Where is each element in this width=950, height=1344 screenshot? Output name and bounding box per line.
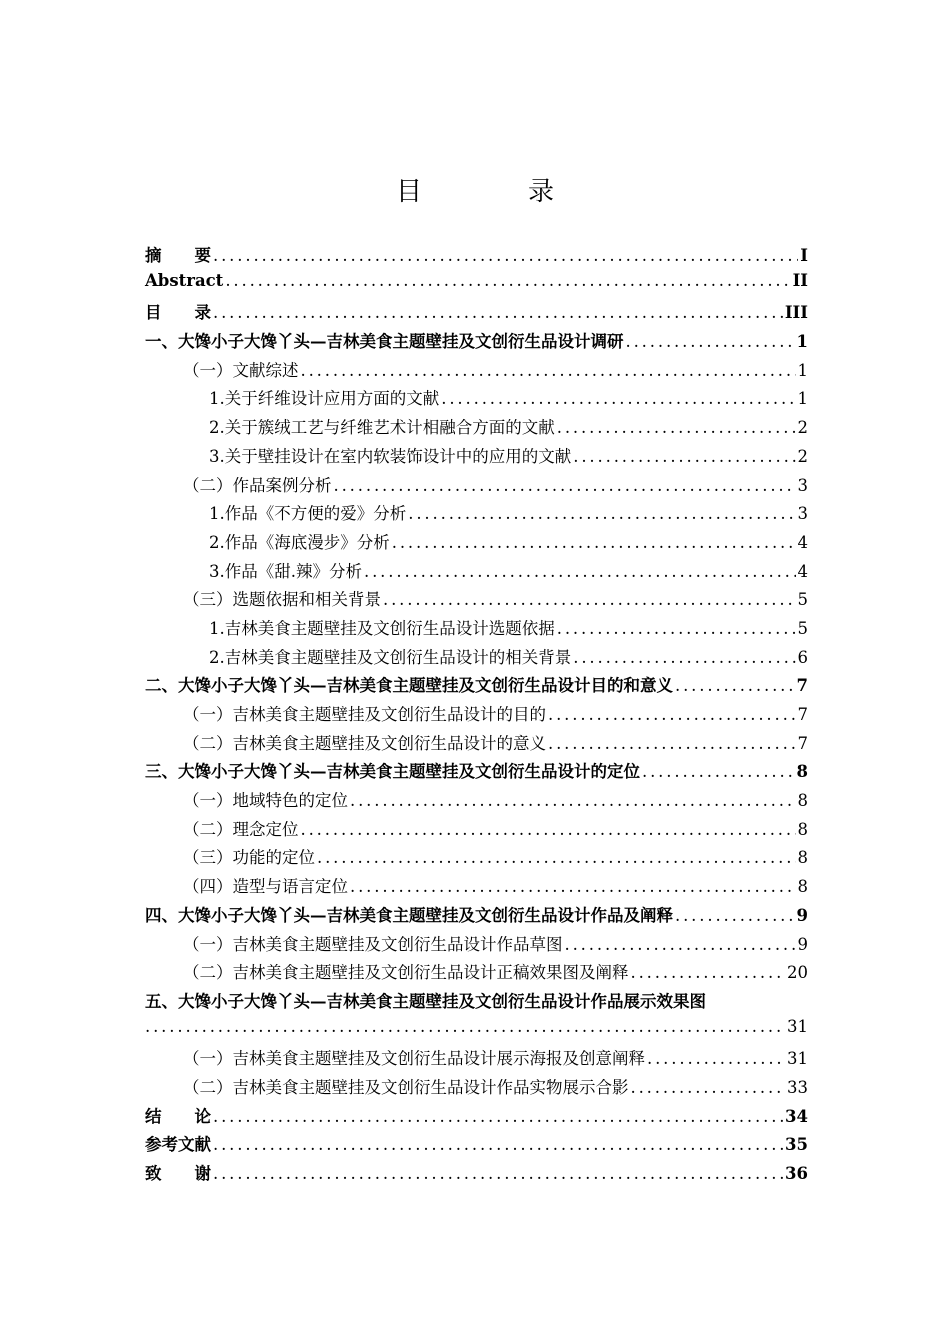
toc-entry[interactable]: [145, 586, 808, 615]
toc-entry[interactable]: [145, 242, 808, 271]
toc-entry-label: （三）选题依据和相关背景: [183, 590, 381, 610]
toc-entry-label: 四、大馋小子大馋丫头—吉林美食主题壁挂及文创衍生品设计作品及阐释: [145, 905, 673, 925]
toc-page-number: 1: [796, 332, 808, 352]
dot-leader: [145, 1017, 785, 1036]
dot-leader: [557, 418, 796, 437]
toc-entry-label: 致 谢: [145, 1164, 211, 1183]
toc-entry-label: （一）地域特色的定位: [183, 791, 348, 811]
toc-entry[interactable]: [145, 844, 808, 873]
dot-leader: [441, 389, 795, 408]
toc-entry[interactable]: [145, 672, 808, 701]
dot-leader: [334, 476, 796, 495]
toc-page-number: 8: [797, 819, 808, 839]
toc-entry-label: 结 论: [145, 1106, 211, 1126]
toc-entry-label: 1.关于纤维设计应用方面的文献: [209, 389, 440, 409]
toc-entry-label: 二、大馋小子大馋丫头—吉林美食主题壁挂及文创衍生品设计目的和意义: [145, 676, 673, 696]
dot-leader: [626, 332, 795, 351]
toc-page-number: 2: [797, 418, 808, 438]
dot-leader: [675, 906, 795, 925]
toc-page-number: 1: [797, 389, 808, 409]
toc-entry-label: （二）吉林美食主题壁挂及文创衍生品设计正稿效果图及阐释: [183, 963, 629, 983]
toc-entry-label: （一）文献综述: [183, 360, 299, 380]
toc-entry[interactable]: [145, 758, 808, 787]
toc-entry-label: （二）理念定位: [183, 819, 299, 839]
toc-page-number: 33: [787, 1077, 808, 1097]
toc-page-number: 8: [797, 848, 808, 868]
toc-entry-label: 一、大馋小子大馋丫头—吉林美食主题壁挂及文创衍生品设计调研: [145, 332, 624, 352]
dot-leader: [573, 648, 795, 667]
dot-leader: [301, 361, 796, 380]
toc-page-number: 9: [796, 905, 808, 925]
toc-page-number: 5: [797, 590, 808, 610]
toc-entry[interactable]: [145, 931, 808, 960]
toc-page-number: 7: [797, 705, 808, 724]
toc-page-number: 36: [785, 1164, 808, 1183]
toc-entry-label: 2.作品《海底漫步》分析: [209, 532, 390, 552]
dot-leader: [408, 504, 795, 523]
toc-entry[interactable]: [145, 299, 808, 328]
dot-leader: [301, 820, 796, 839]
toc-entry[interactable]: [145, 730, 808, 759]
dot-leader: [350, 791, 796, 810]
dot-leader: [647, 1049, 785, 1068]
toc-entry[interactable]: [145, 385, 808, 414]
toc-page-number: 7: [796, 676, 808, 696]
toc-entry[interactable]: [145, 414, 808, 443]
toc-page-number: 3: [797, 504, 808, 524]
toc-entry-label: 3.作品《甜.辣》分析: [209, 561, 362, 581]
toc-entry[interactable]: [145, 1160, 808, 1189]
toc-entry-label: 摘 要: [145, 246, 211, 265]
dot-leader: [383, 590, 796, 609]
toc-page-number: II: [792, 270, 808, 290]
toc-page-number: 9: [797, 934, 808, 954]
toc-page-number: 8: [796, 762, 808, 782]
dot-leader: [565, 935, 796, 954]
toc-page-number: 8: [797, 791, 808, 811]
dot-leader: [225, 271, 790, 290]
toc-entry-label: 1.作品《不方便的爱》分析: [209, 504, 407, 524]
toc-entry[interactable]: [145, 787, 808, 816]
table-of-contents: [145, 242, 808, 1189]
toc-entry-label: （一）吉林美食主题壁挂及文创衍生品设计展示海报及创意阐释: [183, 1049, 645, 1069]
toc-entry-label: （一）吉林美食主题壁挂及文创衍生品设计作品草图: [183, 934, 563, 954]
toc-page-number: 35: [785, 1135, 808, 1155]
toc-page-number: 5: [797, 618, 808, 638]
dot-leader: [631, 1078, 786, 1097]
toc-page-number: 4: [797, 561, 808, 581]
page-title: 目 录: [395, 177, 594, 207]
dot-leader: [317, 848, 796, 867]
toc-page-number: 34: [785, 1106, 808, 1126]
toc-page-number: 8: [797, 877, 808, 897]
toc-entry-label: Abstract: [145, 270, 224, 290]
dot-leader: [631, 963, 786, 982]
toc-entry[interactable]: [145, 328, 808, 357]
dot-leader: [392, 533, 796, 552]
toc-page-number: 7: [797, 733, 808, 753]
toc-entry-label: （二）作品案例分析: [183, 475, 332, 495]
toc-entry[interactable]: [145, 959, 808, 988]
toc-entry[interactable]: [145, 615, 808, 644]
toc-entry-label: （二）吉林美食主题壁挂及文创衍生品设计作品实物展示合影: [183, 1077, 629, 1097]
toc-page-number: III: [784, 303, 808, 323]
toc-entry[interactable]: [145, 500, 808, 529]
toc-entry[interactable]: [145, 873, 808, 902]
dot-leader: [364, 562, 796, 581]
toc-page-number: 6: [797, 647, 808, 667]
toc-entry-leader: [145, 1017, 808, 1046]
toc-page-number: 3: [797, 475, 808, 495]
dot-leader: [213, 1107, 783, 1126]
dot-leader: [213, 303, 783, 322]
toc-entry[interactable]: [145, 644, 808, 673]
dot-leader: [213, 1135, 783, 1154]
dot-leader: [350, 877, 796, 896]
toc-entry[interactable]: [145, 701, 808, 730]
dot-leader: [675, 676, 795, 695]
toc-page-number: 1: [797, 360, 808, 380]
toc-entry[interactable]: [145, 1103, 808, 1132]
toc-entry[interactable]: [145, 1131, 808, 1160]
toc-entry-label: 2.吉林美食主题壁挂及文创衍生品设计的相关背景: [209, 647, 572, 667]
toc-entry[interactable]: [145, 816, 808, 845]
toc-entry-label: 2.关于簇绒工艺与纤维艺术计相融合方面的文献: [209, 418, 555, 438]
toc-page-number: 20: [787, 963, 808, 983]
toc-entry[interactable]: [145, 529, 808, 558]
toc-entry[interactable]: [145, 902, 808, 931]
toc-entry[interactable]: [145, 271, 808, 300]
toc-entry-label: （二）吉林美食主题壁挂及文创衍生品设计的意义: [183, 733, 546, 753]
toc-entry-label: （三）功能的定位: [183, 848, 315, 868]
dot-leader: [213, 1164, 783, 1183]
toc-entry[interactable]: [145, 443, 808, 472]
toc-entry-title[interactable]: 五、大馋小子大馋丫头—吉林美食主题壁挂及文创衍生品设计作品展示效果图: [145, 991, 706, 1011]
toc-page-number: 31: [787, 1049, 808, 1069]
dot-leader: [642, 762, 795, 781]
toc-entry[interactable]: [145, 558, 808, 587]
dot-leader: [548, 705, 796, 724]
dot-leader: [213, 246, 798, 265]
toc-page-number: 4: [797, 532, 808, 552]
toc-page-number: 2: [797, 446, 808, 466]
toc-entry[interactable]: [145, 1045, 808, 1074]
toc-entry-label: 参考文献: [145, 1135, 211, 1155]
dot-leader: [573, 447, 795, 466]
toc-page-number: 31: [787, 1016, 808, 1036]
toc-page-number: I: [800, 246, 808, 265]
toc-entry[interactable]: [145, 357, 808, 386]
dot-leader: [548, 734, 796, 753]
toc-entry[interactable]: [145, 472, 808, 501]
toc-entry[interactable]: [145, 1074, 808, 1103]
dot-leader: [557, 619, 796, 638]
toc-entry-label: 3.关于壁挂设计在室内软装饰设计中的应用的文献: [209, 446, 572, 466]
toc-entry-label: （一）吉林美食主题壁挂及文创衍生品设计的目的: [183, 705, 546, 724]
toc-entry-label: （四）造型与语言定位: [183, 877, 348, 897]
toc-entry-label: 三、大馋小子大馋丫头—吉林美食主题壁挂及文创衍生品设计的定位: [145, 762, 640, 782]
toc-entry-label: 目 录: [145, 303, 211, 323]
toc-entry-label: 1.吉林美食主题壁挂及文创衍生品设计选题依据: [209, 618, 555, 638]
